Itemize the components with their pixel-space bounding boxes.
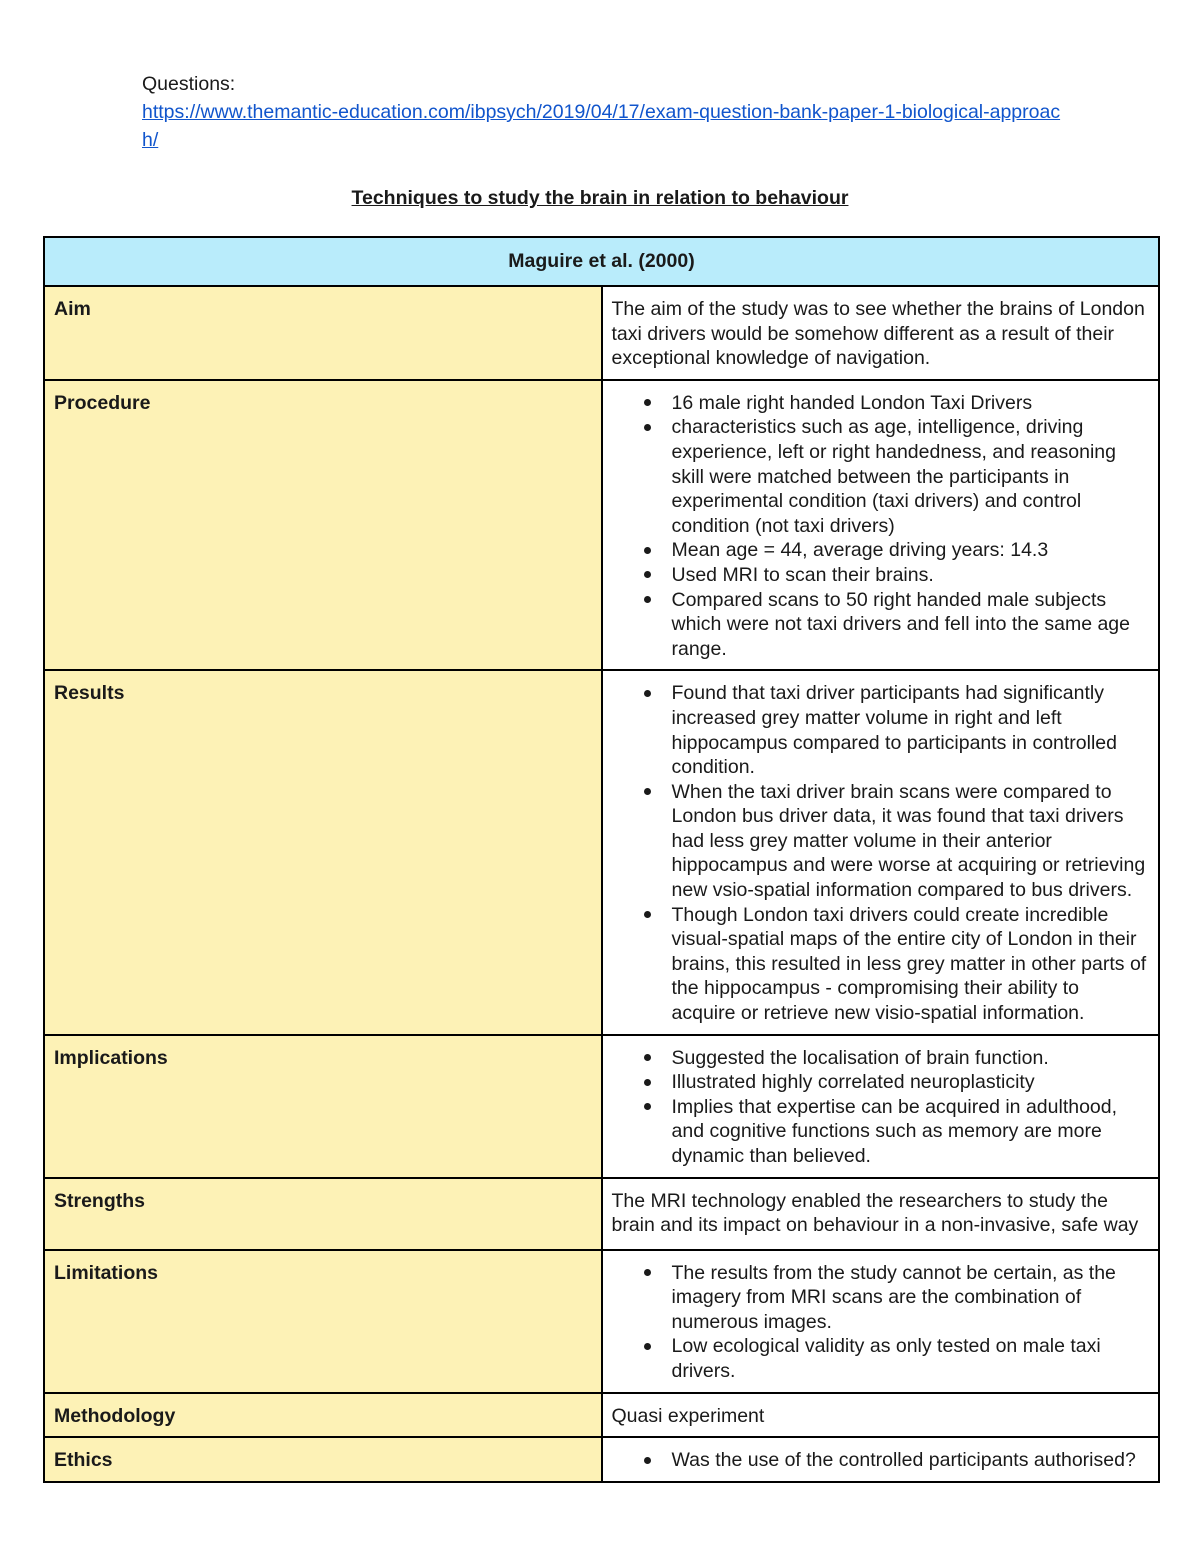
document-title: Techniques to study the brain in relation to behaviour	[351, 187, 849, 209]
questions-link[interactable]: https://www.themantic-education.com/ibpsych/2019/04/17/exam-question-bank-paper-1-biological-approach/	[142, 101, 1061, 151]
methodology-text: Quasi experiment	[602, 1393, 1160, 1438]
row-label-strengths: Strengths	[44, 1178, 602, 1250]
list-item: The results from the study cannot be certain, as the imagery from MRI scans are the combination of numerous images.	[672, 1261, 1149, 1335]
table-row-results	[44, 670, 1159, 1034]
list-item: Low ecological validity as only tested on male taxi drivers.	[672, 1334, 1149, 1383]
questions-label: Questions:	[142, 73, 236, 95]
list-item: Implies that expertise can be acquired in adulthood, and cognitive functions such as memory are more dynamic than believed.	[672, 1095, 1149, 1169]
strengths-text: The MRI technology enabled the researchers to study the brain and its impact on behaviour in a non-invasive, safe way	[602, 1178, 1160, 1250]
questions-block	[142, 70, 1072, 154]
implications-list	[612, 1046, 1149, 1169]
row-label-limitations: Limitations	[44, 1250, 602, 1393]
study-heading: Maguire et al. (2000)	[44, 237, 1159, 286]
list-item: Mean age = 44, average driving years: 14.3	[672, 538, 1149, 563]
implications-content	[602, 1035, 1160, 1178]
table-row-methodology	[44, 1393, 1159, 1438]
list-item: Illustrated highly correlated neuroplasticity	[672, 1070, 1149, 1095]
table-row-implications	[44, 1035, 1159, 1178]
row-label-procedure: Procedure	[44, 380, 602, 671]
study-table	[43, 236, 1160, 1483]
row-label-methodology: Methodology	[44, 1393, 602, 1438]
list-item: characteristics such as age, intelligence, driving experience, left or right handedness, and reasoning skill were matched between the participants in experimental condition (taxi drivers) and control condition (not taxi drivers)	[672, 415, 1149, 538]
list-item: Though London taxi drivers could create incredible visual-spatial maps of the entire city of London in their brains, this resulted in less grey matter in other parts of the hippocampus - compromising their ability to acquire or retrieve new visio-spatial information.	[671, 903, 1147, 1025]
table-header-row	[44, 237, 1159, 286]
procedure-list	[612, 391, 1149, 662]
table-row-ethics	[44, 1437, 1159, 1482]
row-label-implications: Implications	[44, 1035, 602, 1178]
list-item: Was the use of the controlled participants authorised?	[672, 1448, 1149, 1473]
ethics-content	[602, 1437, 1160, 1482]
row-label-ethics: Ethics	[44, 1437, 602, 1482]
procedure-content	[602, 380, 1160, 671]
list-item: 16 male right handed London Taxi Drivers	[672, 391, 1149, 416]
table-row-procedure	[44, 380, 1159, 671]
limitations-content	[602, 1250, 1160, 1393]
table-row-limitations	[44, 1250, 1159, 1393]
table-row-strengths	[44, 1178, 1159, 1250]
results-content	[602, 670, 1160, 1034]
list-item: Suggested the localisation of brain function.	[672, 1046, 1149, 1071]
list-item: Found that taxi driver participants had significantly increased grey matter volume in right and left hippocampus compared to participants in controlled condition.	[672, 681, 1149, 779]
list-item: Compared scans to 50 right handed male subjects which were not taxi drivers and fell into the same age range.	[672, 588, 1149, 662]
list-item: Used MRI to scan their brains.	[672, 563, 1149, 588]
row-label-results: Results	[44, 670, 602, 1034]
limitations-list	[612, 1261, 1149, 1384]
results-list	[612, 681, 1149, 1025]
table-row-aim	[44, 286, 1159, 380]
row-label-aim: Aim	[44, 286, 602, 380]
list-item: When the taxi driver brain scans were compared to London bus driver data, it was found that taxi drivers had less grey matter volume in their anterior hippocampus and were worse at acquiring or retrieving new vsio-spatial information compared to bus drivers.	[672, 780, 1149, 903]
aim-text: The aim of the study was to see whether the brains of London taxi drivers would be somehow different as a result of their exceptional knowledge of navigation.	[602, 286, 1160, 380]
ethics-list	[612, 1448, 1149, 1473]
